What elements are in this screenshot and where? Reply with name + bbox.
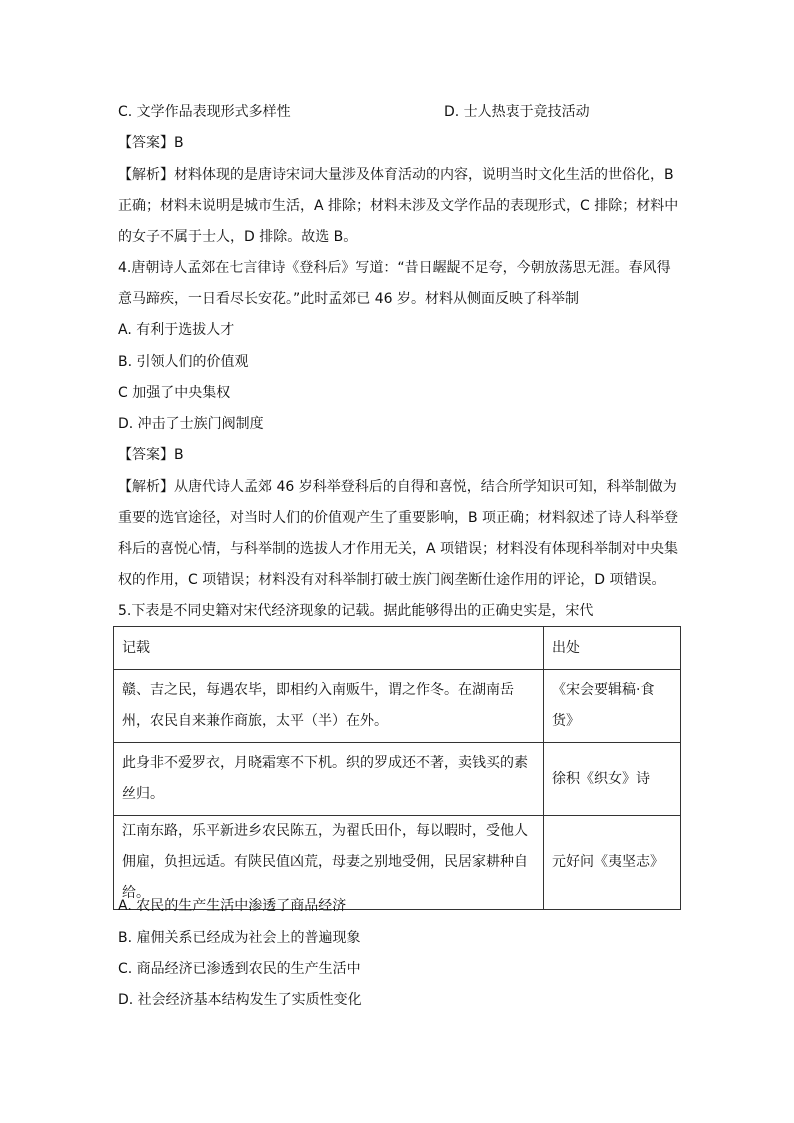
q4-stem-line-1: 4.唐朝诗人孟郊在七言律诗《登科后》写道：“昔日龌龊不足夸，今朝放荡思无涯。春风得 [118, 260, 671, 276]
q5-stem: 5.下表是不同史籍对宋代经济现象的记载。据此能够得出的正确史实是，宋代 [118, 603, 594, 619]
header-source: 出处 [544, 627, 681, 670]
q4-analysis-line-2: 重要的选官途径，对当时人们的价值观产生了重要影响，B 项正确；材料叙述了诗人科举登 [118, 510, 679, 526]
q4-analysis-line-1: 【解析】从唐代诗人孟郊 46 岁科举登科后的自得和喜悦，结合所学知识可知，科举制做为 [118, 479, 677, 495]
q4-option-a: A. 有利于选拔人才 [118, 322, 235, 338]
q4-option-d: D. 冲击了士族门阀制度 [118, 416, 264, 432]
header-record: 记载 [114, 627, 544, 670]
answer-label: 【答案】B [118, 135, 184, 151]
q5-option-d: D. 社会经济基本结构发生了实质性变化 [118, 992, 362, 1008]
option-c: C. 文学作品表现形式多样性 [118, 104, 291, 120]
analysis-line-2: 正确；材料未说明是城市生活，A 排除；材料未涉及文学作品的表现形式，C 排除；材料中 [118, 198, 679, 214]
source-cell: 《宋会要辑稿·食货》 [544, 670, 681, 743]
q4-analysis-line-4: 权的作用，C 项错误；材料没有对科举制打破士族门阀垄断仕途作用的评论，D 项错误。 [118, 572, 666, 588]
source-cell: 徐积《织女》诗 [544, 743, 681, 816]
q4-option-b: B. 引领人们的价值观 [118, 354, 249, 370]
analysis-line-3: 的女子不属于士人，D 排除。故选 B。 [118, 229, 358, 245]
record-cell: 此身非不爱罗衣，月晓霜寒不下机。织的罗成还不著，卖钱买的素丝归。 [114, 743, 544, 816]
option-d: D. 士人热衷于竞技活动 [444, 104, 590, 120]
analysis-line-1: 【解析】材料体现的是唐诗宋词大量涉及体育活动的内容，说明当时文化生活的世俗化，B [118, 167, 674, 183]
table-row [114, 743, 681, 816]
record-cell: 赣、吉之民，每遇农毕，即相约入南贩牛，谓之作冬。在湖南岳州，农民自来兼作商旅，太平（半）在外。 [114, 670, 544, 743]
q4-analysis-line-3: 科后的喜悦心情，与科举制的选拔人才作用无关，A 项错误；材料没有体现科举制对中央集 [118, 541, 679, 557]
table-row [114, 816, 681, 910]
source-cell: 元好问《夷坚志》 [544, 816, 681, 910]
q4-option-c: C 加强了中央集权 [118, 385, 231, 401]
q4-answer-label: 【答案】B [118, 447, 184, 463]
q5-option-c: C. 商品经济已渗透到农民的生产生活中 [118, 961, 361, 977]
records-table [113, 626, 681, 910]
q5-option-a: A. 农民的生产生活中渗透了商品经济 [118, 898, 347, 914]
table-header-row [114, 627, 681, 670]
table-row [114, 670, 681, 743]
record-cell: 江南东路，乐平新进乡农民陈五，为翟氏田仆，每以暇时，受他人佣雇，负担远适。有陕民值凶荒，母妻之别地受佣，民居家耕种自给。 [114, 816, 544, 910]
q4-stem-line-2: 意马蹄疾，一日看尽长安花。”此时孟郊已 46 岁。材料从侧面反映了科举制 [118, 291, 579, 307]
q5-option-b: B. 雇佣关系已经成为社会上的普遍现象 [118, 930, 361, 946]
